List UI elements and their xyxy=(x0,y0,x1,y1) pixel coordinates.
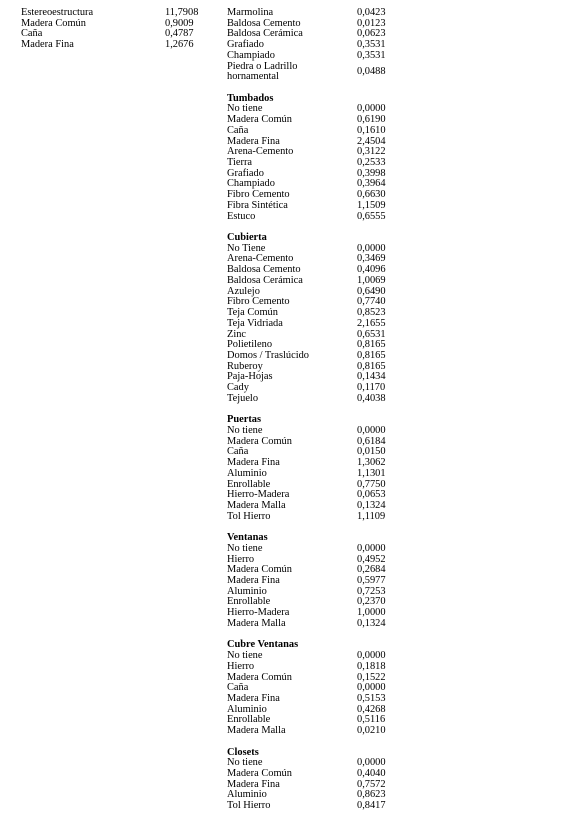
item-value: 0,8623 xyxy=(357,789,386,801)
item-value: 0,1170 xyxy=(357,382,386,394)
item-label: Champiado xyxy=(227,49,275,61)
item-value: 0,0623 xyxy=(357,28,386,40)
item-value: 0,3531 xyxy=(357,39,386,51)
item-value: 0,3964 xyxy=(357,178,386,190)
item-label: Madera Común xyxy=(21,17,86,29)
item-value: 0,7253 xyxy=(357,585,386,597)
item-value: 0,7572 xyxy=(357,778,386,790)
item-label: Zinc xyxy=(227,328,247,340)
item-value: 1,1509 xyxy=(357,199,386,211)
section-title-text: Cubre Ventanas xyxy=(227,639,299,651)
item-label: Aluminio xyxy=(227,789,267,801)
item-label: Grafiado xyxy=(227,39,264,51)
item-label: Cady xyxy=(227,382,249,394)
item-value: 0,9009 xyxy=(165,17,194,29)
item-value: 0,6555 xyxy=(357,210,386,222)
item-value: 0,2370 xyxy=(357,596,386,608)
item-value: 0,6184 xyxy=(357,435,386,447)
table-row xyxy=(227,512,407,523)
table-row xyxy=(227,801,407,812)
item-label: Polietileno xyxy=(227,339,273,351)
table-row xyxy=(227,212,407,223)
item-label: Paja-Hojas xyxy=(227,371,273,383)
item-value: 0,0423 xyxy=(357,7,386,18)
item-label: No tiene xyxy=(227,757,263,769)
item-label: Enrollable xyxy=(227,478,271,490)
item-label: Estereoestructura xyxy=(21,7,94,18)
item-value: 0,7740 xyxy=(357,296,386,308)
table-row xyxy=(21,40,211,51)
item-label: Tol Hierro xyxy=(227,510,271,522)
item-value: 0,0150 xyxy=(357,446,386,458)
item-label: Fibro Cemento xyxy=(227,296,290,308)
item-value: 0,1324 xyxy=(357,500,386,512)
item-label: Madera Fina xyxy=(227,778,280,790)
item-value: 0,1522 xyxy=(357,671,386,683)
item-label: No tiene xyxy=(227,103,263,115)
item-value: 0,3998 xyxy=(357,167,386,179)
item-label: No tiene xyxy=(227,650,263,662)
item-value: 0,6190 xyxy=(357,114,386,126)
item-value: 0,4787 xyxy=(165,28,194,40)
item-label: Baldosa Cemento xyxy=(227,264,301,276)
section-title-text: Ventanas xyxy=(227,532,268,544)
item-label: Hierro xyxy=(227,660,255,672)
item-value: 0,4952 xyxy=(357,553,386,565)
item-value: 0,6630 xyxy=(357,189,386,201)
item-value: 0,0123 xyxy=(357,17,386,29)
item-value: 0,6490 xyxy=(357,285,386,297)
item-value: 0,4040 xyxy=(357,767,386,779)
item-label: Domos / Traslúcido xyxy=(227,349,309,361)
table-row xyxy=(227,726,407,737)
item-value: 0,8165 xyxy=(357,349,386,361)
item-value: 0,3531 xyxy=(357,49,386,61)
item-label: Caña xyxy=(21,28,43,40)
item-value: 0,1610 xyxy=(357,124,386,136)
item-value: 0,4038 xyxy=(357,392,386,404)
item-value: 1,1109 xyxy=(357,510,386,522)
item-label: Madera Fina xyxy=(227,692,280,704)
table-row xyxy=(227,662,407,673)
item-label: Tol Hierro xyxy=(227,800,271,812)
item-label: Enrollable xyxy=(227,714,271,726)
item-value: 0,0653 xyxy=(357,489,386,501)
item-value: 0,8165 xyxy=(357,339,386,351)
item-value: 0,5977 xyxy=(357,575,386,587)
item-value: 0,3469 xyxy=(357,253,386,265)
item-label: Teja Vidriada xyxy=(227,317,283,329)
section-title-text: Puertas xyxy=(227,414,262,426)
item-value: 0,5153 xyxy=(357,692,386,704)
item-label: Hierro-Madera xyxy=(227,607,290,619)
item-label: Grafiado xyxy=(227,167,264,179)
item-value: 0,0000 xyxy=(357,757,386,769)
item-label: Arena-Cemento xyxy=(227,146,294,158)
item-label: Baldosa Cerámica xyxy=(227,274,303,286)
table-row xyxy=(227,201,407,212)
table-row xyxy=(227,319,407,330)
item-label: Fibra Sintética xyxy=(227,199,288,211)
item-value: 0,1324 xyxy=(357,617,386,629)
item-label: Ruberoy xyxy=(227,360,263,372)
item-value: 11,7908 xyxy=(165,7,199,18)
item-value: 0,4268 xyxy=(357,703,386,715)
item-label: Champiado xyxy=(227,178,275,190)
item-value: 0,8417 xyxy=(357,800,386,812)
item-label: Madera Fina xyxy=(227,457,280,469)
item-value: 0,2533 xyxy=(357,157,386,169)
item-value: 1,3062 xyxy=(357,457,386,469)
item-label: Marmolina xyxy=(227,7,274,18)
item-value: 0,0000 xyxy=(357,103,386,115)
section-title-text: Tumbados xyxy=(227,92,274,104)
item-label: No tiene xyxy=(227,542,263,554)
table-row xyxy=(227,62,407,83)
right-table xyxy=(227,8,407,812)
item-label: Aluminio xyxy=(227,467,267,479)
item-value: 0,0210 xyxy=(357,725,386,737)
item-label: Madera Malla xyxy=(227,617,286,629)
item-label: Piedra o Ladrillo hornamental xyxy=(227,60,298,83)
item-label: Madera Fina xyxy=(227,575,280,587)
item-label: Hierro-Madera xyxy=(227,489,290,501)
table-row xyxy=(227,469,407,480)
item-label: Arena-Cemento xyxy=(227,253,294,265)
item-label: Madera Malla xyxy=(227,725,286,737)
item-value: 0,0000 xyxy=(357,650,386,662)
item-label: No Tiene xyxy=(227,242,266,254)
item-label: Madera Malla xyxy=(227,500,286,512)
item-label: Caña xyxy=(227,682,249,694)
item-label: Baldosa Cemento xyxy=(227,17,301,29)
item-value: 0,0000 xyxy=(357,242,386,254)
item-label: Madera Común xyxy=(227,435,292,447)
item-value: 0,0488 xyxy=(357,65,386,77)
item-label: Estuco xyxy=(227,210,256,222)
table-row xyxy=(227,51,407,62)
item-label: Teja Común xyxy=(227,307,278,319)
item-label: Hierro xyxy=(227,553,255,565)
item-label: Tierra xyxy=(227,157,253,169)
item-label: Fibro Cemento xyxy=(227,189,290,201)
section-gap xyxy=(227,737,407,748)
item-label: Aluminio xyxy=(227,585,267,597)
table-row xyxy=(227,126,407,137)
item-value: 1,0069 xyxy=(357,274,386,286)
item-label: Madera Común xyxy=(227,767,292,779)
item-label: No tiene xyxy=(227,424,263,436)
table-row xyxy=(227,394,407,405)
item-label: Aluminio xyxy=(227,703,267,715)
item-value: 0,0000 xyxy=(357,424,386,436)
item-label: Madera Fina xyxy=(227,135,280,147)
item-value: 2,4504 xyxy=(357,135,386,147)
table-row xyxy=(227,544,407,555)
table-row xyxy=(227,619,407,630)
item-label: Enrollable xyxy=(227,596,271,608)
item-value: 0,0000 xyxy=(357,542,386,554)
item-label: Caña xyxy=(227,446,249,458)
item-label: Caña xyxy=(227,124,249,136)
item-label: Baldosa Cerámica xyxy=(227,28,303,40)
item-value: 2,1655 xyxy=(357,317,386,329)
left-table xyxy=(21,8,211,51)
item-value: 1,0000 xyxy=(357,607,386,619)
item-value: 0,6531 xyxy=(357,328,386,340)
item-value: 0,5116 xyxy=(357,714,386,726)
item-value: 0,1434 xyxy=(357,371,386,383)
item-label: Tejuelo xyxy=(227,392,259,404)
item-label: Madera Fina xyxy=(21,39,74,51)
item-label: Madera Común xyxy=(227,114,292,126)
item-value: 0,7750 xyxy=(357,478,386,490)
section-title-text: Cubierta xyxy=(227,232,267,244)
item-label: Madera Común xyxy=(227,671,292,683)
item-value: 1,2676 xyxy=(165,39,194,51)
item-value: 0,0000 xyxy=(357,682,386,694)
item-value: 0,2684 xyxy=(357,564,386,576)
item-value: 0,1818 xyxy=(357,660,386,672)
item-label: Azulejo xyxy=(227,285,260,297)
item-value: 0,3122 xyxy=(357,146,386,158)
section-title-text: Closets xyxy=(227,746,259,758)
item-value: 0,8165 xyxy=(357,360,386,372)
item-value: 0,8523 xyxy=(357,307,386,319)
item-label: Madera Común xyxy=(227,564,292,576)
item-value: 1,1301 xyxy=(357,467,386,479)
item-value: 0,4096 xyxy=(357,264,386,276)
